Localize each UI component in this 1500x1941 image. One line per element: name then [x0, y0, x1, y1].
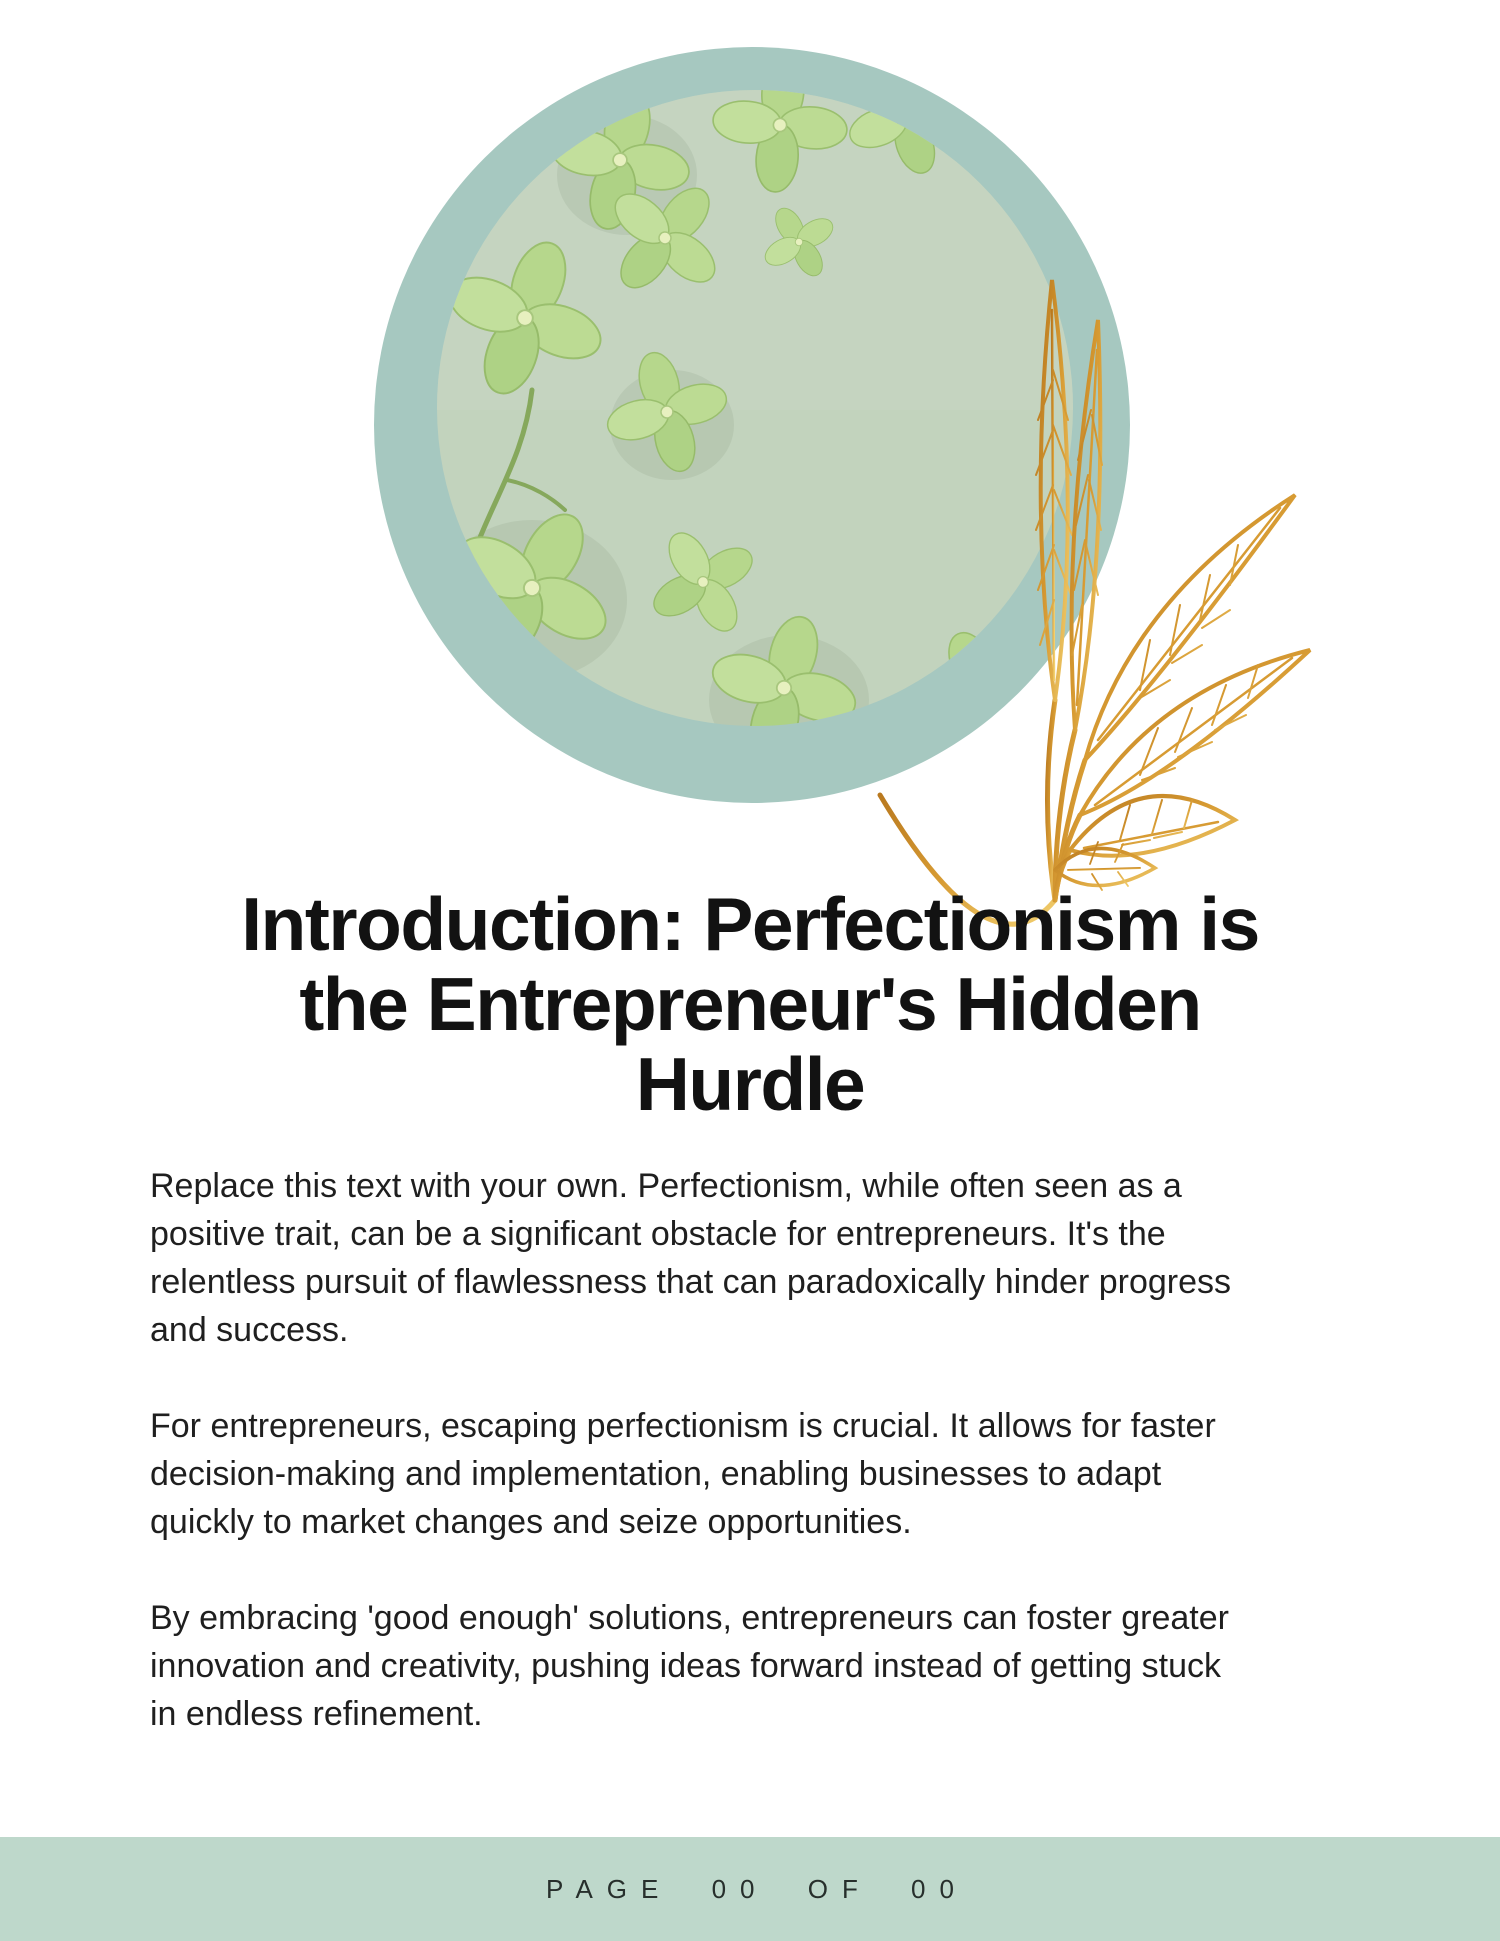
body-line: By embracing 'good enough' solutions, entrepreneurs can foster greater — [150, 1599, 1229, 1637]
body-line: Replace this text with your own. Perfectionism, while often seen as a — [150, 1167, 1182, 1205]
body-line: innovation and creativity, pushing ideas forward instead of getting stuck — [150, 1647, 1221, 1685]
page-title — [0, 884, 1500, 1124]
body-line: decision-making and implementation, enabling businesses to adapt — [150, 1455, 1162, 1493]
title-line: the Entrepreneur's Hidden — [299, 962, 1201, 1046]
title-line: Introduction: Perfectionism is — [241, 882, 1259, 966]
body-text — [150, 1162, 1430, 1786]
body-line: and success. — [150, 1311, 349, 1349]
paragraph — [150, 1402, 1430, 1546]
body-line: For entrepreneurs, escaping perfectionism is crucial. It allows for faster — [150, 1407, 1216, 1445]
footer-band — [0, 1837, 1500, 1941]
paragraph — [150, 1162, 1430, 1354]
body-line: quickly to market changes and seize opportunities. — [150, 1503, 912, 1541]
page-number-label: PAGE 00 OF 00 — [546, 1873, 968, 1904]
paragraph — [150, 1594, 1430, 1738]
body-line: positive trait, can be a significant obstacle for entrepreneurs. It's the — [150, 1215, 1166, 1253]
body-line: in endless refinement. — [150, 1695, 483, 1733]
title-line: Hurdle — [635, 1042, 865, 1126]
body-line: relentless pursuit of flawlessness that can paradoxically hinder progress — [150, 1263, 1231, 1301]
